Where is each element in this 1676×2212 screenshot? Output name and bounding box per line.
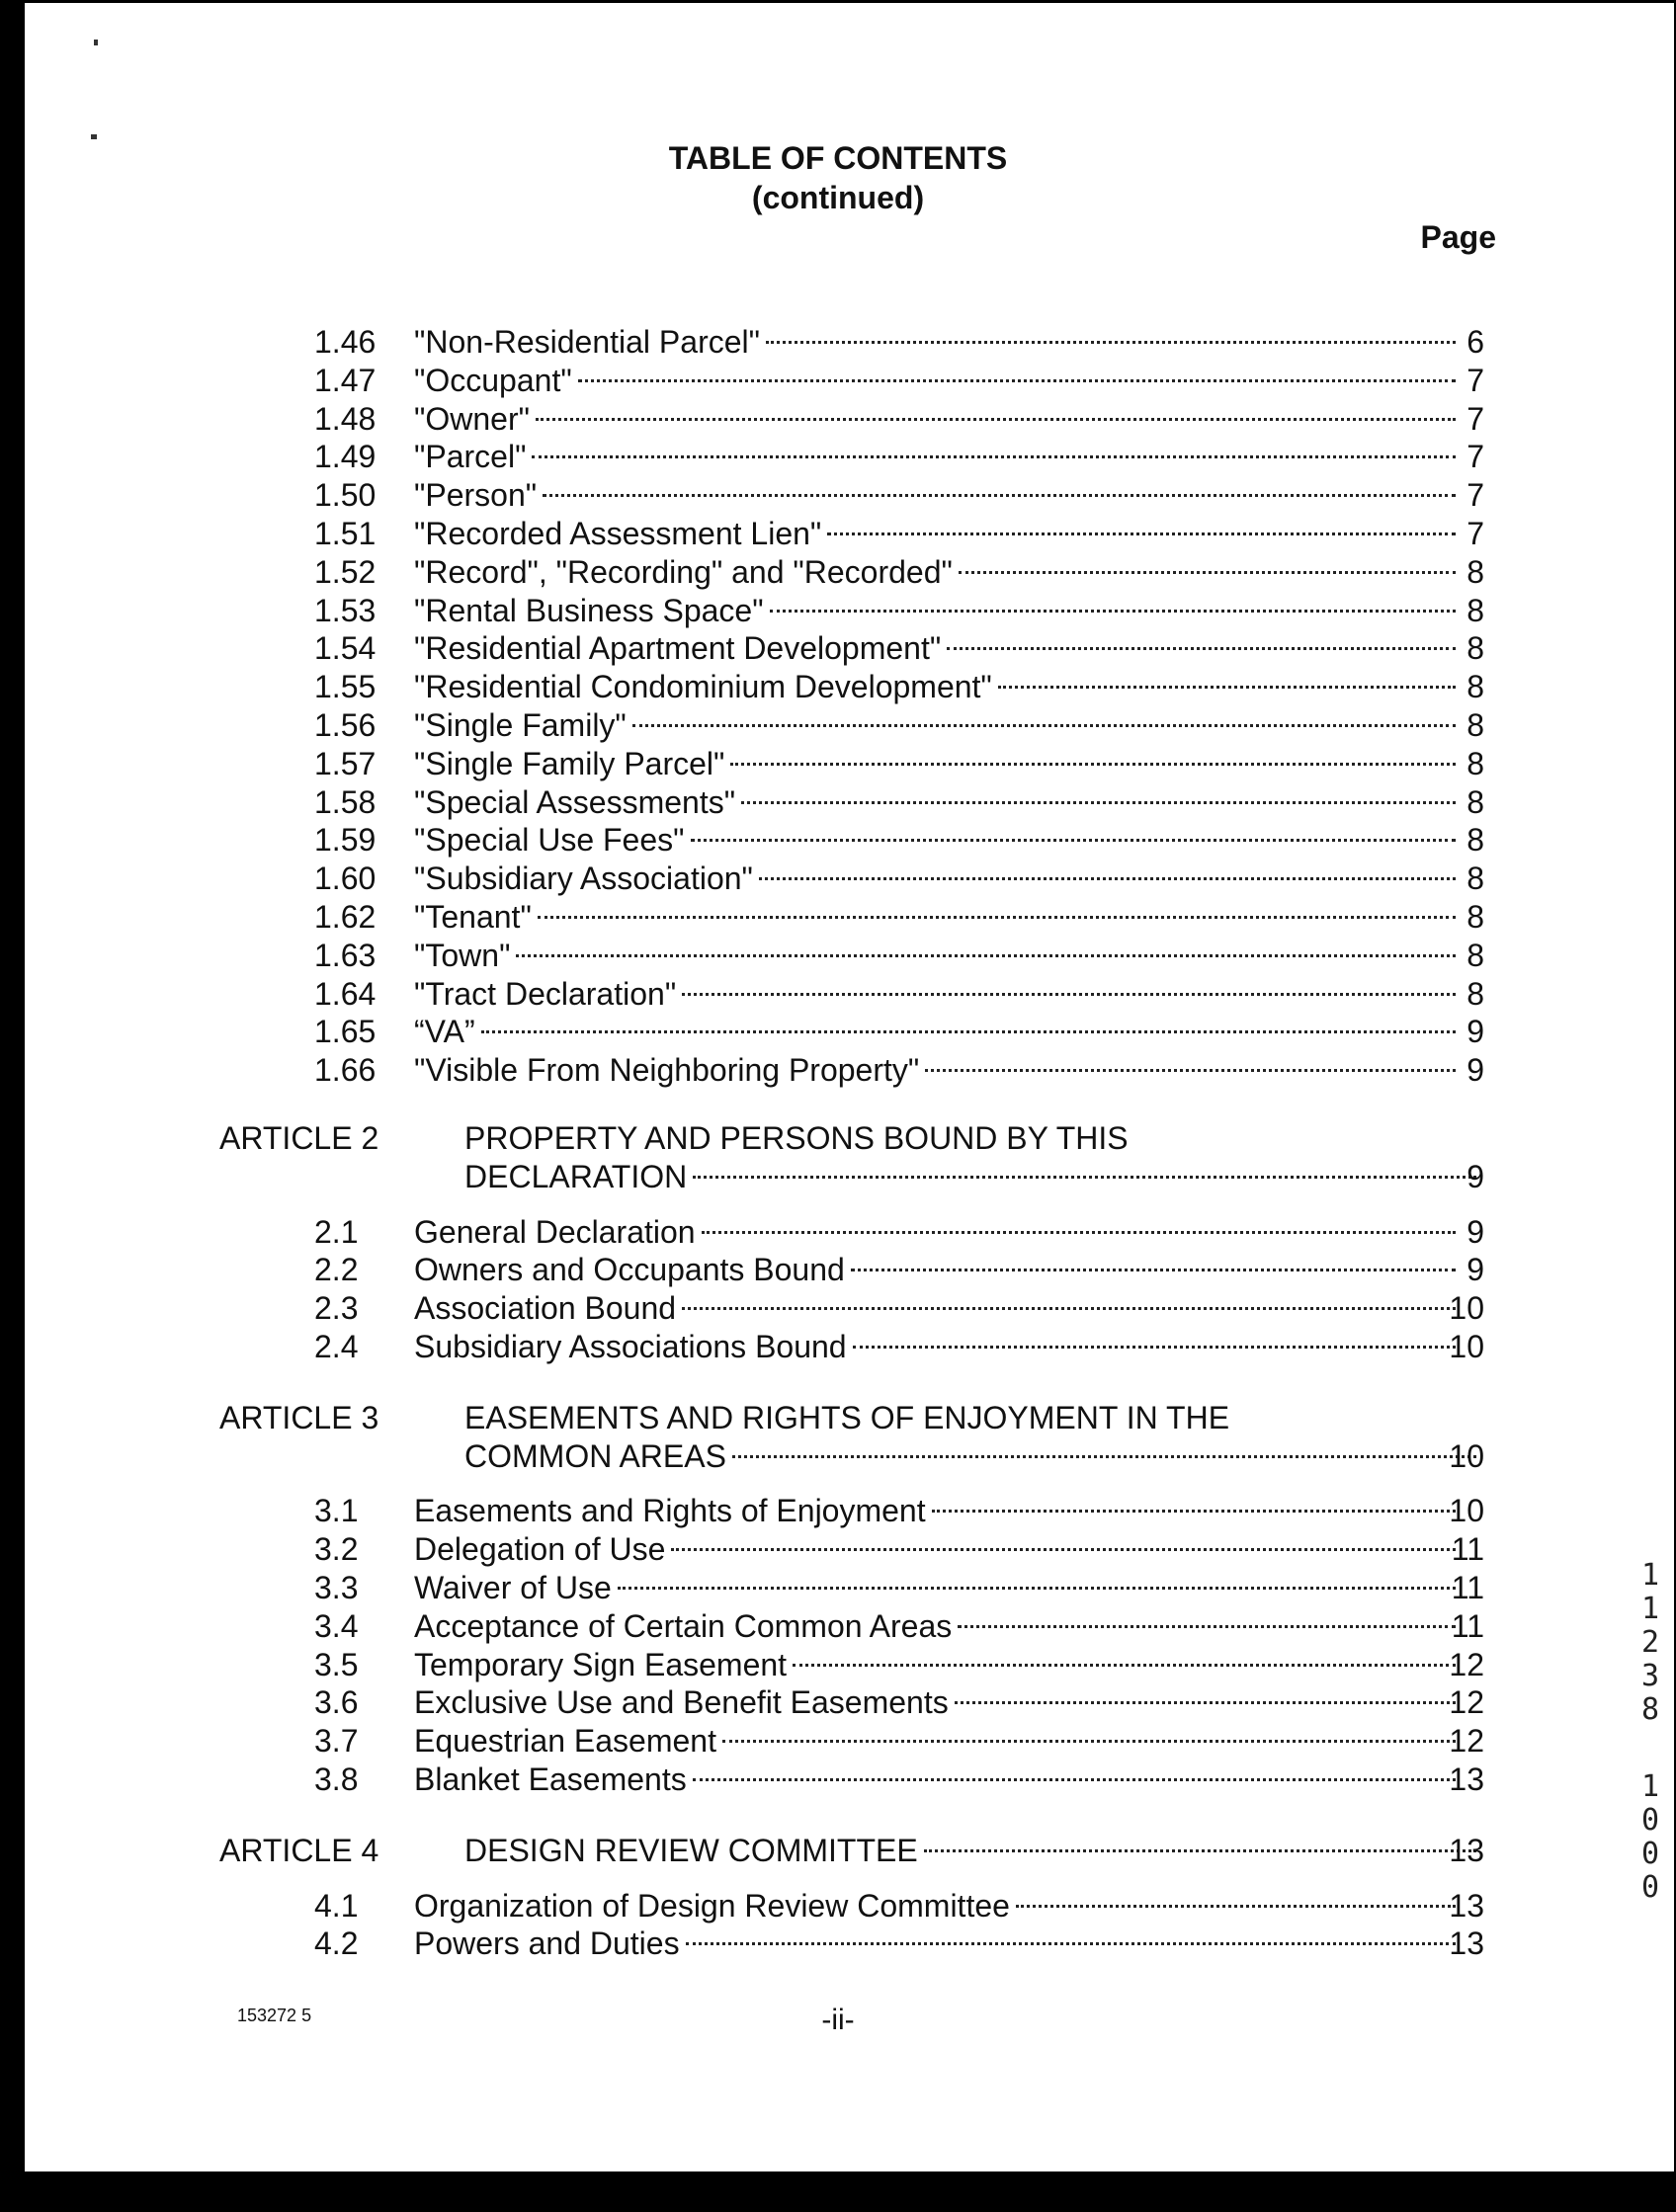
entry-title: "Occupant" bbox=[414, 362, 572, 398]
entry-title: Equestrian Easement bbox=[414, 1723, 716, 1760]
article-page: 9 bbox=[1466, 1158, 1484, 1194]
section-row bbox=[0, 1606, 1676, 1646]
stamp-digit: 0 bbox=[1640, 1837, 1660, 1871]
section-row bbox=[0, 1568, 1676, 1607]
entry-page: 7 bbox=[1466, 362, 1484, 398]
entry-title-leader bbox=[414, 361, 1462, 400]
definition-row bbox=[0, 1012, 1676, 1051]
page-subtitle: (continued) bbox=[751, 180, 925, 215]
entry-page: 8 bbox=[1466, 975, 1484, 1012]
dot-leader bbox=[730, 763, 1456, 766]
entry-page: 9 bbox=[1466, 1014, 1484, 1050]
dot-leader bbox=[959, 571, 1456, 574]
definition-row bbox=[0, 667, 1676, 706]
dot-leader bbox=[538, 916, 1456, 919]
entry-title-leader bbox=[414, 897, 1462, 937]
article-heading-row bbox=[0, 1436, 1676, 1476]
dot-leader bbox=[682, 993, 1456, 996]
entry-page: 10 bbox=[1449, 1290, 1484, 1327]
entry-title: "Tract Declaration" bbox=[414, 975, 677, 1012]
entry-number: 2.1 bbox=[314, 1213, 359, 1250]
entry-title-leader bbox=[414, 974, 1462, 1014]
dot-leader bbox=[827, 533, 1456, 535]
dot-leader bbox=[532, 455, 1456, 458]
entry-title-leader bbox=[414, 782, 1462, 822]
entry-title-leader bbox=[414, 1606, 1462, 1646]
entry-title-leader bbox=[414, 1050, 1462, 1090]
entry-number: 3.5 bbox=[314, 1646, 359, 1682]
dot-leader bbox=[682, 1307, 1456, 1310]
dot-leader bbox=[481, 1030, 1456, 1033]
entry-page: 8 bbox=[1466, 860, 1484, 897]
entry-title-leader bbox=[414, 1529, 1462, 1569]
dot-leader bbox=[691, 839, 1457, 842]
entry-number: 1.64 bbox=[314, 975, 377, 1012]
entry-number: 2.3 bbox=[314, 1290, 359, 1327]
dot-leader bbox=[693, 1176, 1476, 1179]
dot-leader bbox=[998, 686, 1456, 689]
entry-title: Acceptance of Certain Common Areas bbox=[414, 1607, 953, 1644]
entry-number: 1.58 bbox=[314, 783, 377, 820]
definition-row bbox=[0, 744, 1676, 783]
definition-row bbox=[0, 1050, 1676, 1090]
entry-number: 1.66 bbox=[314, 1052, 377, 1089]
scan-speck bbox=[91, 134, 97, 139]
article-heading-row bbox=[0, 1157, 1676, 1196]
definition-row bbox=[0, 361, 1676, 400]
dot-leader bbox=[955, 1701, 1456, 1704]
dot-leader bbox=[536, 418, 1456, 421]
page-number: -ii- bbox=[821, 2004, 855, 2036]
entry-title-leader bbox=[414, 1924, 1462, 1963]
dot-leader bbox=[722, 1740, 1456, 1743]
dot-leader bbox=[516, 954, 1456, 957]
definition-row bbox=[0, 591, 1676, 630]
article-label: ARTICLE 2 bbox=[219, 1120, 379, 1156]
entry-number: 1.50 bbox=[314, 477, 377, 514]
definition-row bbox=[0, 705, 1676, 745]
definition-row bbox=[0, 552, 1676, 592]
entry-title-leader bbox=[414, 1327, 1462, 1366]
entry-title: "Parcel" bbox=[414, 439, 527, 475]
entry-title: Blanket Easements bbox=[414, 1761, 687, 1797]
article-title-line2: DECLARATION bbox=[464, 1158, 688, 1194]
entry-title-leader bbox=[414, 667, 1462, 706]
entry-title: Organization of Design Review Committee bbox=[414, 1887, 1010, 1924]
dot-leader bbox=[741, 801, 1456, 804]
definition-row bbox=[0, 859, 1676, 898]
dot-leader bbox=[958, 1625, 1456, 1628]
entry-title: "Tenant" bbox=[414, 899, 532, 935]
entry-number: 3.8 bbox=[314, 1761, 359, 1797]
stamp-digit: 3 bbox=[1640, 1659, 1660, 1693]
dot-leader bbox=[766, 341, 1456, 344]
entry-number: 1.48 bbox=[314, 400, 377, 437]
entry-title: Powers and Duties bbox=[414, 1925, 680, 1962]
definition-row bbox=[0, 628, 1676, 668]
entry-page: 12 bbox=[1449, 1684, 1484, 1721]
stamp-digit: 1 bbox=[1640, 1592, 1660, 1626]
entry-number: 3.1 bbox=[314, 1493, 359, 1529]
entry-title-leader bbox=[414, 399, 1462, 439]
article-title-leader bbox=[464, 1157, 1482, 1196]
scan-edge-bottom bbox=[0, 2171, 1676, 2212]
entry-page: 8 bbox=[1466, 822, 1484, 859]
document-number: 153272 5 bbox=[237, 2006, 312, 2025]
definition-row bbox=[0, 514, 1676, 553]
entry-page: 8 bbox=[1466, 669, 1484, 705]
definition-row bbox=[0, 974, 1676, 1014]
entry-title-leader bbox=[414, 1682, 1462, 1722]
entry-title: "Visible From Neighboring Property" bbox=[414, 1052, 920, 1089]
entry-page: 6 bbox=[1466, 324, 1484, 360]
entry-number: 1.51 bbox=[314, 516, 377, 551]
article-title-line1: PROPERTY AND PERSONS BOUND BY THIS bbox=[464, 1120, 1129, 1156]
page-title: TABLE OF CONTENTS bbox=[668, 140, 1008, 176]
entry-title: Association Bound bbox=[414, 1290, 677, 1327]
entry-title: Temporary Sign Easement bbox=[414, 1646, 788, 1682]
entry-page: 11 bbox=[1451, 1531, 1484, 1568]
dot-leader bbox=[578, 379, 1456, 382]
entry-title-leader bbox=[414, 1491, 1462, 1530]
section-row bbox=[0, 1327, 1676, 1366]
definition-row bbox=[0, 897, 1676, 937]
stamp-digit: 0 bbox=[1640, 1803, 1660, 1838]
entry-title: "Owner" bbox=[414, 400, 530, 437]
entry-number: 1.52 bbox=[314, 553, 377, 590]
definition-row bbox=[0, 475, 1676, 515]
entry-page: 10 bbox=[1449, 1329, 1484, 1364]
entry-page: 12 bbox=[1449, 1723, 1484, 1760]
section-row bbox=[0, 1886, 1676, 1925]
entry-title: "Rental Business Space" bbox=[414, 592, 764, 628]
entry-page: 8 bbox=[1466, 937, 1484, 973]
dot-leader bbox=[686, 1942, 1456, 1945]
entry-page: 10 bbox=[1449, 1493, 1484, 1529]
entry-title-leader bbox=[414, 859, 1462, 898]
entry-title: Waiver of Use bbox=[414, 1570, 612, 1605]
entry-title: "Single Family" bbox=[414, 707, 627, 743]
dot-leader bbox=[702, 1231, 1456, 1234]
entry-page: 7 bbox=[1466, 477, 1484, 514]
entry-title: "Record", "Recording" and "Recorded" bbox=[414, 553, 953, 590]
section-row bbox=[0, 1721, 1676, 1761]
section-row bbox=[0, 1645, 1676, 1684]
entry-number: 1.56 bbox=[314, 707, 377, 743]
article-heading-row bbox=[0, 1398, 1676, 1437]
entry-page: 8 bbox=[1466, 553, 1484, 590]
definition-row bbox=[0, 399, 1676, 439]
entry-title-leader bbox=[414, 322, 1462, 362]
entry-title: Exclusive Use and Benefit Easements bbox=[414, 1684, 949, 1721]
stamp-digit: 1 bbox=[1640, 1769, 1660, 1804]
dot-leader bbox=[932, 1510, 1456, 1513]
entry-title-leader bbox=[414, 1568, 1462, 1607]
entry-page: 7 bbox=[1466, 439, 1484, 475]
entry-title: Subsidiary Associations Bound bbox=[414, 1329, 847, 1364]
article-label: ARTICLE 3 bbox=[219, 1399, 379, 1435]
entry-title: "Residential Apartment Development" bbox=[414, 630, 942, 667]
entry-title-leader bbox=[414, 744, 1462, 783]
dot-leader bbox=[947, 647, 1456, 650]
entry-number: 3.4 bbox=[314, 1607, 359, 1644]
entry-number: 3.6 bbox=[314, 1684, 359, 1721]
entry-title: "Special Assessments" bbox=[414, 783, 736, 820]
entry-title: "Town" bbox=[414, 937, 511, 973]
entry-number: 1.46 bbox=[314, 324, 377, 360]
entry-number: 3.7 bbox=[314, 1723, 359, 1760]
definition-row bbox=[0, 782, 1676, 822]
entry-title-leader bbox=[414, 628, 1462, 668]
definition-row bbox=[0, 322, 1676, 362]
entry-title-leader bbox=[414, 1012, 1462, 1051]
entry-page: 13 bbox=[1449, 1887, 1484, 1924]
entry-number: 1.49 bbox=[314, 439, 377, 475]
entry-page: 12 bbox=[1449, 1646, 1484, 1682]
entry-page: 8 bbox=[1466, 707, 1484, 743]
definition-row bbox=[0, 820, 1676, 860]
entry-title: "Recorded Assessment Lien" bbox=[414, 516, 822, 551]
section-row bbox=[0, 1491, 1676, 1530]
entry-page: 8 bbox=[1466, 630, 1484, 667]
section-row bbox=[0, 1924, 1676, 1963]
entry-title: "Special Use Fees" bbox=[414, 822, 685, 859]
entry-number: 1.59 bbox=[314, 822, 377, 859]
section-row bbox=[0, 1682, 1676, 1722]
entry-title: "Single Family Parcel" bbox=[414, 745, 725, 781]
article-page: 13 bbox=[1449, 1832, 1484, 1868]
entry-title-leader bbox=[414, 591, 1462, 630]
entry-page: 13 bbox=[1449, 1925, 1484, 1962]
entry-page: 9 bbox=[1466, 1213, 1484, 1250]
dot-leader bbox=[851, 1269, 1456, 1271]
dot-leader bbox=[793, 1664, 1456, 1667]
entry-number: 2.2 bbox=[314, 1252, 359, 1288]
entry-page: 7 bbox=[1466, 400, 1484, 437]
entry-number: 1.54 bbox=[314, 630, 377, 667]
entry-title-leader bbox=[414, 820, 1462, 860]
page-column-label: Page bbox=[1420, 219, 1496, 255]
entry-title-leader bbox=[414, 936, 1462, 975]
dot-leader bbox=[759, 877, 1456, 880]
entry-number: 1.62 bbox=[314, 899, 377, 935]
section-row bbox=[0, 1250, 1676, 1289]
entry-number: 1.47 bbox=[314, 362, 377, 398]
dot-leader bbox=[693, 1778, 1456, 1781]
entry-title-leader bbox=[414, 1721, 1462, 1761]
section-row bbox=[0, 1288, 1676, 1328]
entry-title-leader bbox=[414, 475, 1462, 515]
entry-title-leader bbox=[414, 1886, 1462, 1925]
entry-title: “VA” bbox=[414, 1014, 475, 1050]
dot-leader bbox=[732, 1455, 1476, 1458]
definition-row bbox=[0, 437, 1676, 476]
section-row bbox=[0, 1760, 1676, 1799]
entry-page: 8 bbox=[1466, 745, 1484, 781]
entry-title-leader bbox=[414, 1645, 1462, 1684]
dot-leader bbox=[924, 1849, 1476, 1852]
dot-leader bbox=[543, 494, 1456, 497]
definition-row bbox=[0, 936, 1676, 975]
entry-number: 1.53 bbox=[314, 592, 377, 628]
entry-number: 3.3 bbox=[314, 1570, 359, 1605]
entry-number: 1.57 bbox=[314, 745, 377, 781]
article-title: DESIGN REVIEW COMMITTEE bbox=[464, 1832, 918, 1868]
entry-title-leader bbox=[414, 705, 1462, 745]
entry-title: General Declaration bbox=[414, 1213, 696, 1250]
entry-page: 9 bbox=[1466, 1052, 1484, 1089]
entry-title-leader bbox=[414, 514, 1462, 553]
entry-page: 9 bbox=[1466, 1252, 1484, 1288]
entry-number: 1.60 bbox=[314, 860, 377, 897]
entry-number: 4.1 bbox=[314, 1887, 359, 1924]
article-page: 10 bbox=[1449, 1437, 1484, 1474]
stamp-digit: 2 bbox=[1640, 1625, 1660, 1660]
entry-page: 13 bbox=[1449, 1761, 1484, 1797]
entry-title: "Person" bbox=[414, 477, 538, 514]
entry-title-leader bbox=[414, 1760, 1462, 1799]
entry-title-leader bbox=[414, 437, 1462, 476]
dot-leader bbox=[671, 1548, 1456, 1551]
stamp-digit: 0 bbox=[1640, 1870, 1660, 1905]
section-row bbox=[0, 1529, 1676, 1569]
entry-number: 1.63 bbox=[314, 937, 377, 973]
stamp-digit: 1 bbox=[1640, 1558, 1660, 1593]
article-label: ARTICLE 4 bbox=[219, 1832, 379, 1868]
article-title-leader bbox=[464, 1436, 1482, 1476]
section-row bbox=[0, 1212, 1676, 1252]
scan-edge-top bbox=[0, 0, 1676, 3]
article-heading-row bbox=[0, 1118, 1676, 1158]
entry-page: 7 bbox=[1466, 516, 1484, 551]
entry-title: "Subsidiary Association" bbox=[414, 860, 753, 897]
dot-leader bbox=[632, 724, 1456, 727]
entry-title: "Residential Condominium Development" bbox=[414, 669, 992, 705]
entry-page: 11 bbox=[1451, 1570, 1484, 1605]
entry-title-leader bbox=[414, 1288, 1462, 1328]
entry-title: Owners and Occupants Bound bbox=[414, 1252, 845, 1288]
dot-leader bbox=[925, 1069, 1456, 1072]
entry-page: 8 bbox=[1466, 592, 1484, 628]
entry-title: "Non-Residential Parcel" bbox=[414, 324, 760, 360]
article-title-line1: EASEMENTS AND RIGHTS OF ENJOYMENT IN THE bbox=[464, 1399, 1230, 1435]
dot-leader bbox=[853, 1346, 1456, 1349]
entry-number: 3.2 bbox=[314, 1531, 359, 1568]
entry-title-leader bbox=[414, 1212, 1462, 1252]
entry-number: 2.4 bbox=[314, 1329, 359, 1364]
article-title-leader bbox=[464, 1831, 1482, 1870]
entry-title: Easements and Rights of Enjoyment bbox=[414, 1493, 926, 1529]
entry-title: Delegation of Use bbox=[414, 1531, 666, 1568]
entry-number: 4.2 bbox=[314, 1925, 359, 1962]
dot-leader bbox=[770, 610, 1456, 613]
scan-speck bbox=[94, 40, 98, 45]
article-title-line2: COMMON AREAS bbox=[464, 1437, 726, 1474]
stamp-digit: 8 bbox=[1640, 1692, 1660, 1727]
dot-leader bbox=[1016, 1905, 1456, 1908]
entry-page: 8 bbox=[1466, 783, 1484, 820]
entry-title-leader bbox=[414, 552, 1462, 592]
entry-title-leader bbox=[414, 1250, 1462, 1289]
dot-leader bbox=[618, 1587, 1456, 1590]
entry-page: 11 bbox=[1451, 1607, 1484, 1644]
entry-number: 1.65 bbox=[314, 1014, 377, 1050]
entry-number: 1.55 bbox=[314, 669, 377, 705]
entry-page: 8 bbox=[1466, 899, 1484, 935]
article-heading-row bbox=[0, 1831, 1676, 1870]
